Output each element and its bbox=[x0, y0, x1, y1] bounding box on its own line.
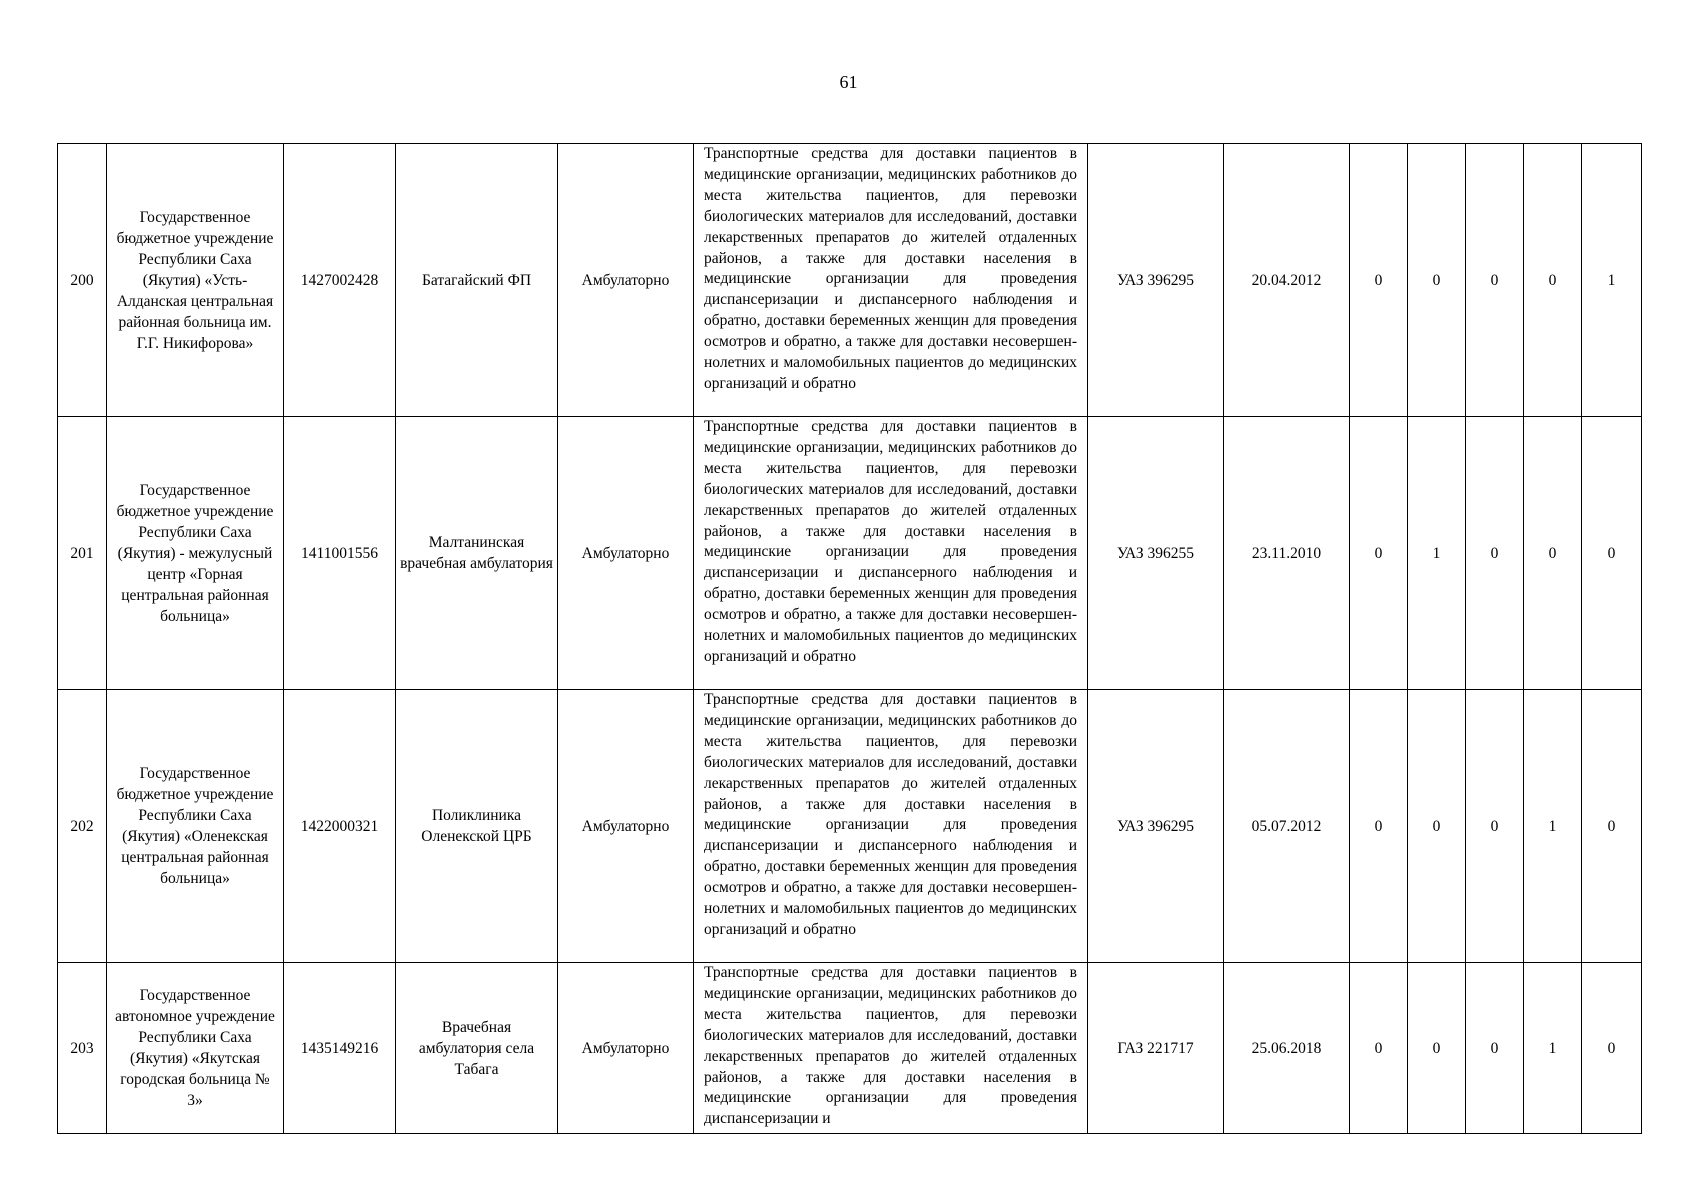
row-number: 202 bbox=[58, 690, 107, 963]
subdivision-name: Поликлиника Оленекской ЦРБ bbox=[396, 690, 558, 963]
registration-date: 23.11.2010 bbox=[1224, 417, 1350, 690]
organization-name: Государственное бюджетное учреждение Республики Саха (Якутия) - межулусный центр «Горная центральная районная больница» bbox=[107, 417, 284, 690]
vehicle-model: УАЗ 396295 bbox=[1088, 144, 1224, 417]
count-cell: 0 bbox=[1466, 144, 1524, 417]
count-cell: 0 bbox=[1350, 963, 1408, 1134]
organization-name: Государственное автономное учреждение Республики Саха (Якутия) «Якутская городская больница № 3» bbox=[107, 963, 284, 1134]
vehicle-purpose: Транспортные средства для доставки пациентов в медицинские организации, медицинских работников до места жительства пациентов, для перевозки биологических материалов для исследований, доставки лекарственных препаратов до жителей отдаленных районов, а также для доставки населения в медицинские организации для проведения диспансеризации и диспансерного наблюдения и обратно, доставки беременных женщин для проведения осмотров и обратно, а также для доставки несовершеннолетних и маломобильных пациентов до медицинских организаций и обратно bbox=[694, 690, 1088, 963]
subdivision-name: Малтанинская врачебная амбулатория bbox=[396, 417, 558, 690]
vehicle-model: УАЗ 396295 bbox=[1088, 690, 1224, 963]
inn-code: 1411001556 bbox=[284, 417, 396, 690]
registration-date: 25.06.2018 bbox=[1224, 963, 1350, 1134]
vehicle-purpose: Транспортные средства для доставки пациентов в медицинские организации, медицинских работников до места жительства пациентов, для перевозки биологических материалов для исследований, доставки лекарственных препаратов до жителей отдаленных районов, а также для доставки населения в медицинские организации для проведения диспансеризации и диспансерного наблюдения и обратно, доставки беременных женщин для проведения осмотров и обратно, а также для доставки несовершеннолетних и маломобильных пациентов до медицинских организаций и обратно bbox=[694, 144, 1088, 417]
table-row bbox=[58, 690, 1642, 963]
count-cell: 1 bbox=[1582, 144, 1642, 417]
count-cell: 0 bbox=[1350, 144, 1408, 417]
registration-date: 05.07.2012 bbox=[1224, 690, 1350, 963]
count-cell: 1 bbox=[1408, 417, 1466, 690]
care-mode: Амбулаторно bbox=[558, 963, 694, 1134]
care-mode: Амбулаторно bbox=[558, 690, 694, 963]
table-row bbox=[58, 144, 1642, 417]
subdivision-name: Батагайский ФП bbox=[396, 144, 558, 417]
registration-date: 20.04.2012 bbox=[1224, 144, 1350, 417]
registry-table bbox=[57, 143, 1642, 1134]
vehicle-purpose: Транспортные средства для доставки пациентов в медицинские организации, медицинских работников до места жительства пациентов, для перевозки биологических материалов для исследований, доставки лекарственных препаратов до жителей отдаленных районов, а также для доставки населения в медицинские организации для проведения диспансеризации и диспансерного наблюдения и обратно, доставки беременных женщин для проведения осмотров и обратно, а также для доставки несовершеннолетних и маломобильных пациентов до медицинских организаций и обратно bbox=[694, 417, 1088, 690]
count-cell: 0 bbox=[1466, 690, 1524, 963]
count-cell: 0 bbox=[1408, 690, 1466, 963]
subdivision-name: Врачебная амбулатория села Табага bbox=[396, 963, 558, 1134]
care-mode: Амбулаторно bbox=[558, 144, 694, 417]
count-cell: 0 bbox=[1466, 963, 1524, 1134]
organization-name: Государственное бюджетное учреждение Республики Саха (Якутия) «Усть-Алданская центральная районная больница им. Г.Г. Никифорова» bbox=[107, 144, 284, 417]
inn-code: 1435149216 bbox=[284, 963, 396, 1134]
inn-code: 1422000321 bbox=[284, 690, 396, 963]
count-cell: 0 bbox=[1350, 417, 1408, 690]
count-cell: 0 bbox=[1408, 144, 1466, 417]
table-row bbox=[58, 963, 1642, 1134]
organization-name: Государственное бюджетное учреждение Республики Саха (Якутия) «Оленекская центральная районная больница» bbox=[107, 690, 284, 963]
page-number: 61 bbox=[839, 72, 858, 92]
count-cell: 0 bbox=[1524, 417, 1582, 690]
count-cell: 0 bbox=[1524, 144, 1582, 417]
row-number: 203 bbox=[58, 963, 107, 1134]
care-mode: Амбулаторно bbox=[558, 417, 694, 690]
count-cell: 0 bbox=[1582, 963, 1642, 1134]
count-cell: 0 bbox=[1582, 690, 1642, 963]
inn-code: 1427002428 bbox=[284, 144, 396, 417]
count-cell: 1 bbox=[1524, 963, 1582, 1134]
count-cell: 0 bbox=[1408, 963, 1466, 1134]
row-number: 200 bbox=[58, 144, 107, 417]
row-number: 201 bbox=[58, 417, 107, 690]
vehicle-model: ГАЗ 221717 bbox=[1088, 963, 1224, 1134]
table-row bbox=[58, 417, 1642, 690]
count-cell: 0 bbox=[1582, 417, 1642, 690]
vehicle-model: УАЗ 396255 bbox=[1088, 417, 1224, 690]
count-cell: 0 bbox=[1466, 417, 1524, 690]
vehicle-purpose: Транспортные средства для доставки пациентов в медицинские организации, медицинских работников до места жительства пациентов, для перевозки биологических материалов для исследований, доставки лекарственных препаратов до жителей отдаленных районов, а также для доставки населения в медицинские организации для проведения диспансеризации и bbox=[694, 963, 1088, 1134]
count-cell: 0 bbox=[1350, 690, 1408, 963]
count-cell: 1 bbox=[1524, 690, 1582, 963]
